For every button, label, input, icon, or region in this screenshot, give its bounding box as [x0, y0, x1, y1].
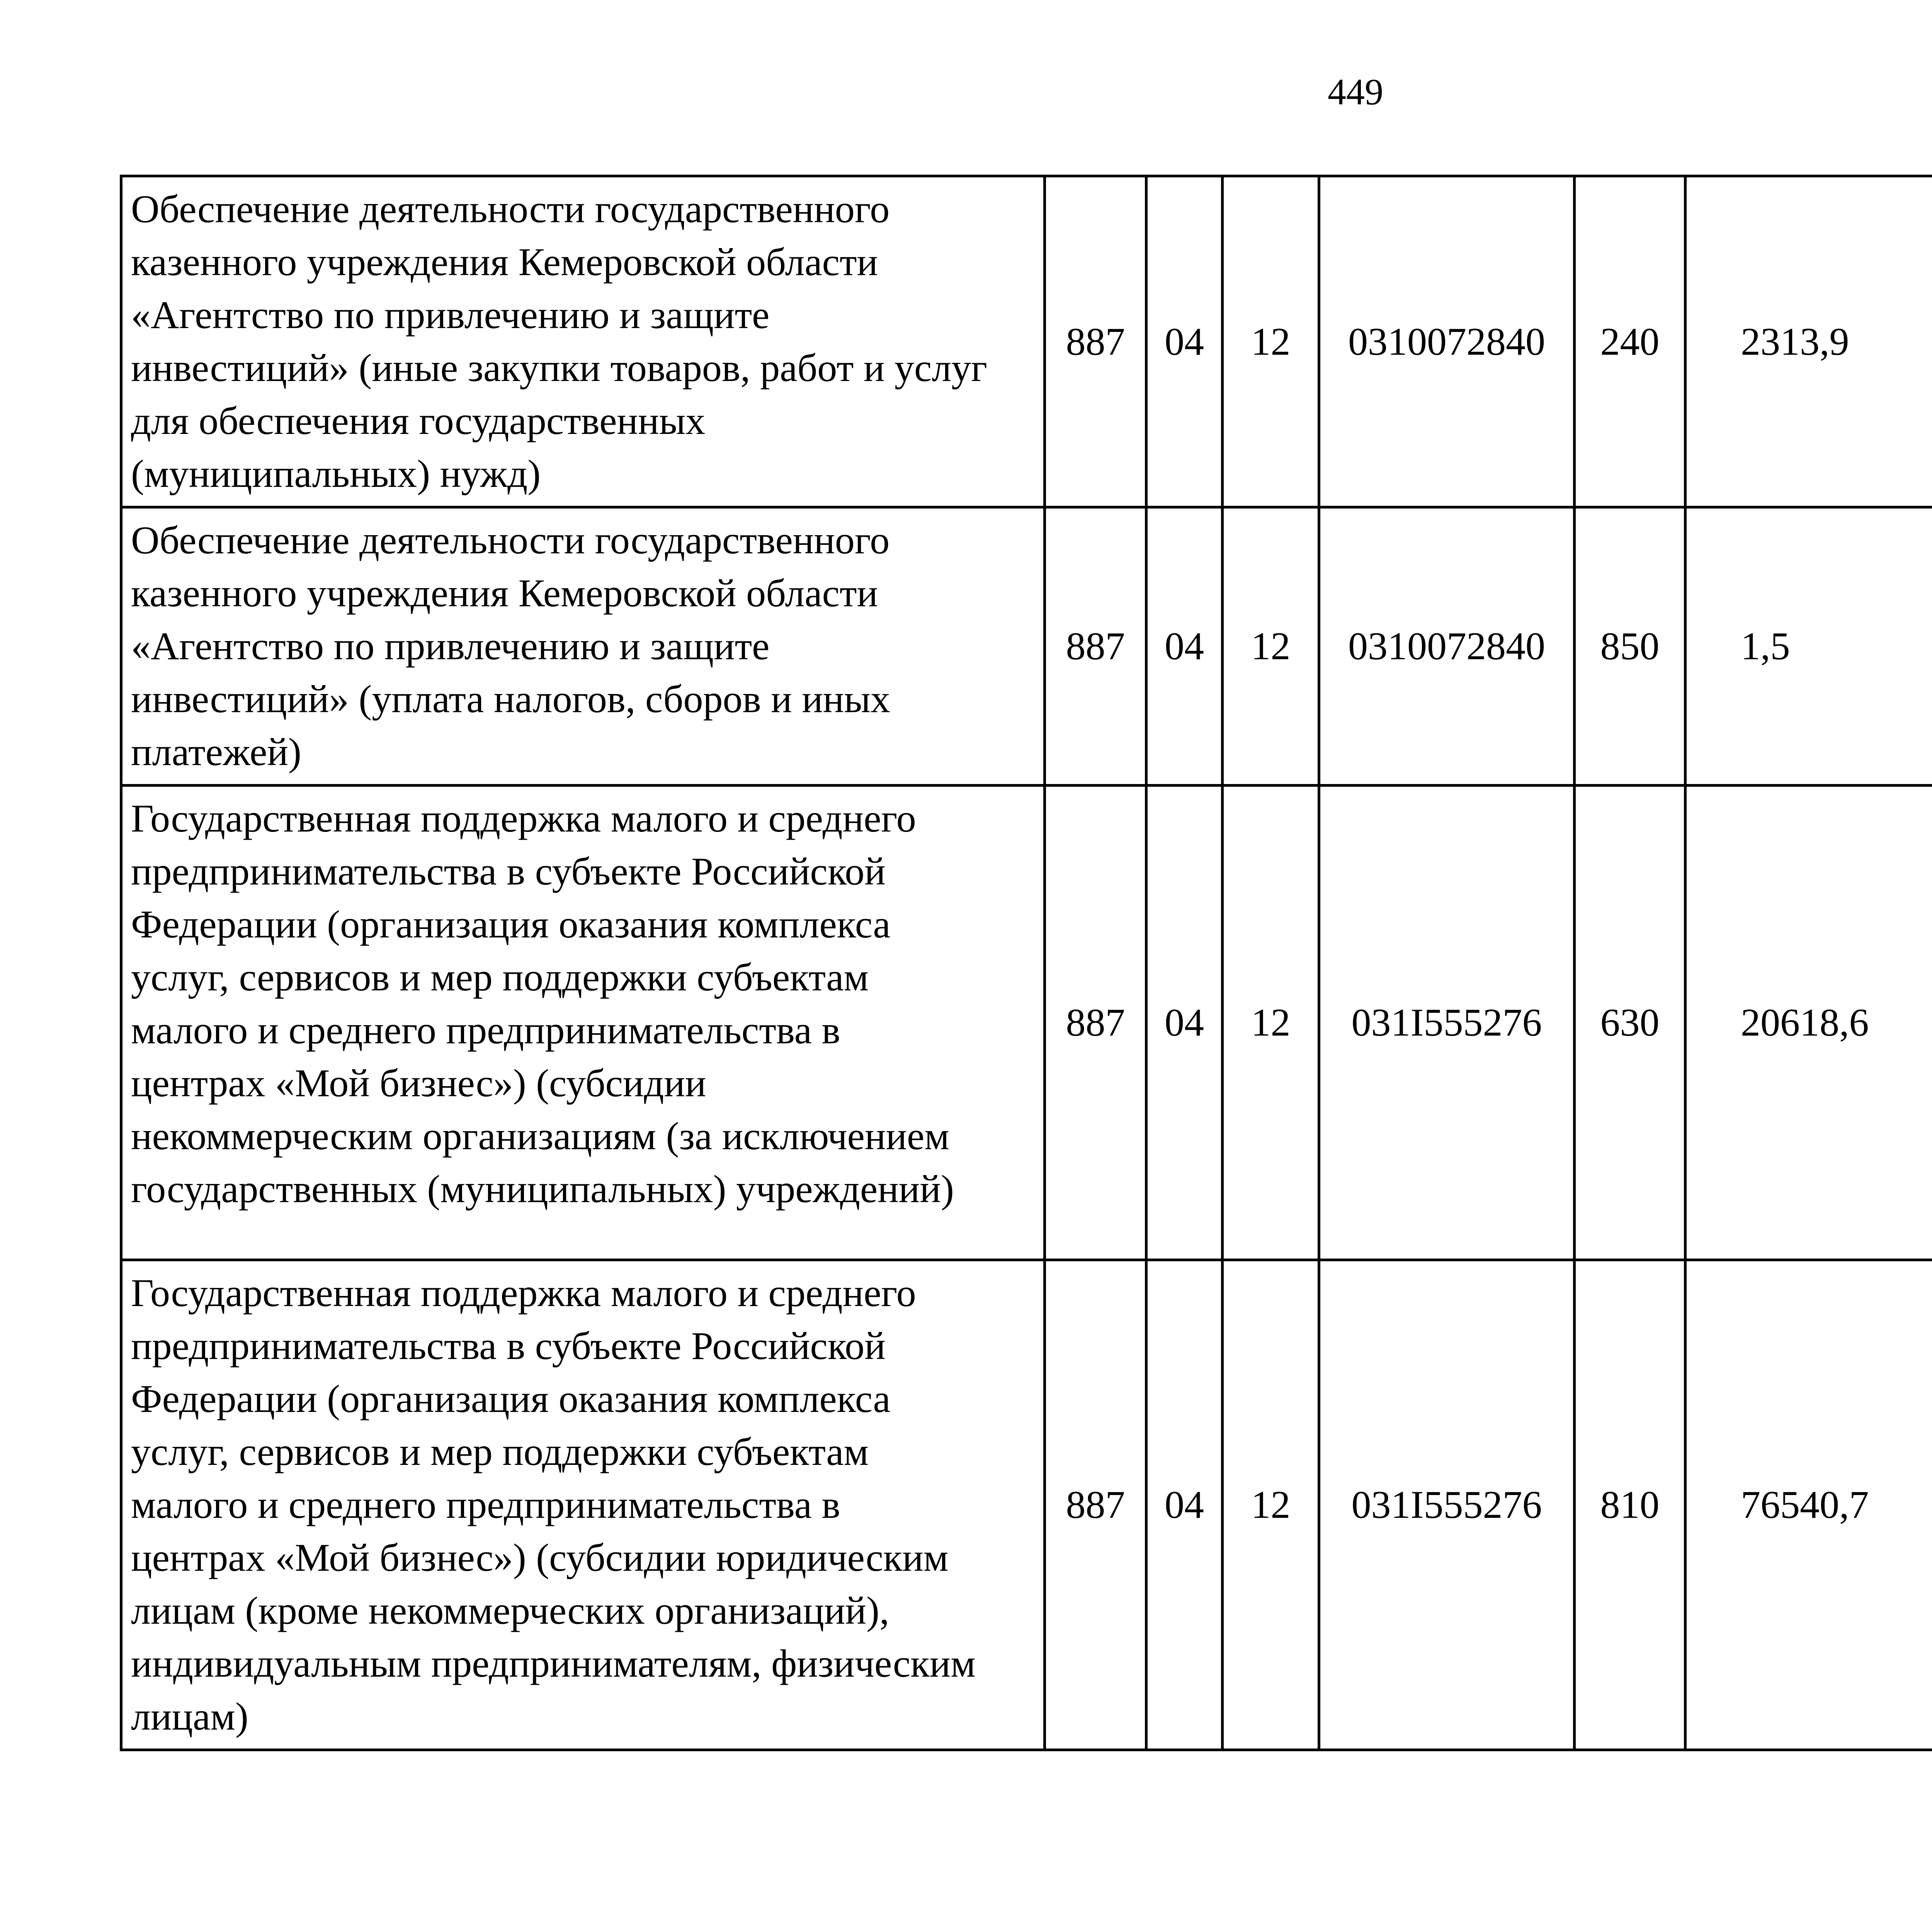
target-article-code: 031I555276 [1319, 1260, 1575, 1750]
subsection-code: 12 [1223, 1260, 1319, 1750]
ministry-code: 887 [1045, 786, 1146, 1260]
expense-type-code: 850 [1575, 507, 1685, 786]
table-row [121, 176, 1932, 507]
ministry-code: 887 [1045, 1260, 1146, 1750]
ministry-code: 887 [1045, 176, 1146, 507]
amount-year-1: 20618,6 [1685, 786, 1932, 1260]
expense-type-code: 240 [1575, 176, 1685, 507]
amount-year-1: 1,5 [1685, 507, 1932, 786]
subsection-code: 12 [1223, 176, 1319, 507]
row-description: Государственная поддержка малого и среднего предпринимательства в субъекте Российской Федерации (организация оказания комплекса услуг, сервисов и мер поддержки субъектам малого и среднего предпринимательства в центрах «Мой бизнес») (субсидии некоммерческим организациям (за исключением государственных (муниципальных) учреждений) [121, 786, 1045, 1260]
subsection-code: 12 [1223, 786, 1319, 1260]
amount-year-1: 76540,7 [1685, 1260, 1932, 1750]
ministry-code: 887 [1045, 507, 1146, 786]
row-description: Обеспечение деятельности государственного казенного учреждения Кемеровской области «Агентство по привлечению и защите инвестиций» (иные закупки товаров, работ и услуг для обеспечения государственных (муниципальных) нужд) [121, 176, 1045, 507]
table-row [121, 507, 1932, 786]
section-code: 04 [1146, 176, 1223, 507]
row-description: Государственная поддержка малого и среднего предпринимательства в субъекте Российской Федерации (организация оказания комплекса услуг, сервисов и мер поддержки субъектам малого и среднего предпринимательства в центрах «Мой бизнес») (субсидии юридическим лицам (кроме некоммерческих организаций), индивидуальным предпринимателям, физическим лицам) [121, 1260, 1045, 1750]
section-code: 04 [1146, 507, 1223, 786]
row-description: Обеспечение деятельности государственного казенного учреждения Кемеровской области «Агентство по привлечению и защите инвестиций» (уплата налогов, сборов и иных платежей) [121, 507, 1045, 786]
target-article-code: 0310072840 [1319, 176, 1575, 507]
target-article-code: 031I555276 [1319, 786, 1575, 1260]
section-code: 04 [1146, 1260, 1223, 1750]
page-number: 449 [1328, 71, 1383, 112]
table-row [121, 1260, 1932, 1750]
amount-year-1: 2313,9 [1685, 176, 1932, 507]
table-row [121, 786, 1932, 1260]
target-article-code: 0310072840 [1319, 507, 1575, 786]
subsection-code: 12 [1223, 507, 1319, 786]
budget-table [120, 175, 1932, 1751]
section-code: 04 [1146, 786, 1223, 1260]
expense-type-code: 810 [1575, 1260, 1685, 1750]
expense-type-code: 630 [1575, 786, 1685, 1260]
